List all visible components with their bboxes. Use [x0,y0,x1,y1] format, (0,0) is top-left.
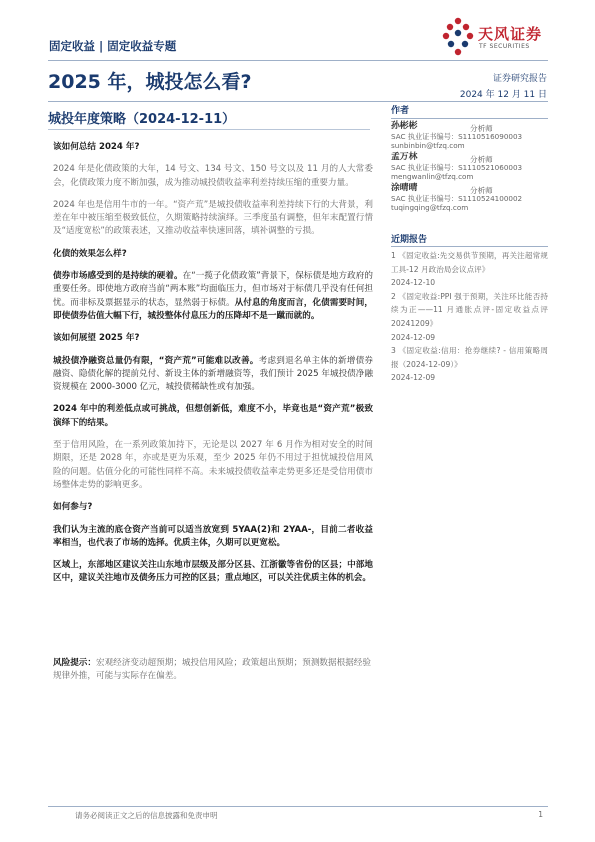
author-cert: SAC 执业证书编号：S1110516090003 [391,131,523,141]
recent-report-item[interactable] [391,344,548,385]
author-card [391,122,548,151]
recent-divider [391,246,548,247]
risk-warning [53,657,373,684]
section-question: 该如何总结 2024 年? [53,142,140,152]
header-divider [48,60,548,61]
recent-report-item[interactable] [391,290,548,344]
paragraph: 区域上，东部地区建议关注山东地市层级及部分区县、江浙徽等省份的区县；中部地区中，建议关注地市及债务压力可控的区县；重点地区，可以关注优质主体的机会。 [53,560,373,584]
logo-mark-icon [440,15,476,59]
page-number: 1 [538,810,543,819]
author-role: 分析师 [470,155,493,164]
author-email[interactable]: mengwanlin@tfzq.com [391,172,474,182]
section-question: 如何参与? [53,502,93,513]
brand-name-en: TF SECURITIES [479,43,530,50]
footer-divider [48,806,548,807]
author-name: 孙彬彬 [391,121,418,131]
author-cert: SAC 执业证书编号：S1110521060003 [391,162,523,172]
paragraph: 2024 年是化债政策的大年，14 号文、134 号文、150 号文以及 11 月的人大常委会，化债政策力度不断加强，成为推动城投债收益率利差持续压缩的重要力量。 [53,164,373,188]
recent-reports-heading [391,232,548,245]
author-name: 涂晴晴 [391,183,418,193]
author-role: 分析师 [470,186,493,195]
author-card [391,184,548,213]
paragraph-text: 在“一揽子化债政策”背景下，保标债是地方政府的重要任务。即使地方政府当前“两本账”均面临压力，但市场对于标债几乎没有任何担忧。而非标及票据显示的状态，显然弱于标债。 [53,271,373,308]
report-date: 2024 年 12 月 11 日 [459,90,547,100]
authors-heading [391,103,548,116]
section-question: 化债的效果怎么样? [53,248,127,259]
paragraph: 2024 年中的利差低点或可挑战，但想创新低，难度不小，毕竟也是“资产荒”极致演绎下的结果。 [53,404,373,428]
author-email[interactable]: sunbinbin@tfzq.com [391,141,465,151]
report-category: 固定收益 | 固定收益专题 [49,39,177,53]
paragraph [53,355,373,395]
recent-report-title[interactable]: 1 《固定收益:先交易供节预期，再关注超常规工具-12 月政治局会议点评》 [391,251,548,274]
authors-heading-label: 作者 [391,106,410,116]
key-point: 债券市场感受到的是持续的硬着。 [53,271,183,282]
author-cert: SAC 执业证书编号：S1110524100002 [391,193,523,203]
recent-report-title[interactable]: 3 《固定收益:信用：抢券继续? - 信用策略周报（2024-12-09）》 [391,346,548,369]
subtitle-divider [48,129,370,130]
page-title: 2025 年，城投怎么看? [48,71,252,93]
author-card [391,153,548,182]
author-name: 孟万林 [391,152,418,162]
report-type: 证券研究报告 [492,74,547,84]
risk-text: 宏观经济变动超预期；城投信用风险；政策超出预期；预测数据根据经验规律外推，可能与实际存在偏差。 [53,658,371,682]
brand-name-cn: 天风证券 [478,25,543,43]
recent-report-title[interactable]: 2 《固定收益:PPI 强于预期，关注环比能否持续为正——11 月通胀点评-固定收益点评 20241209》 [391,291,548,328]
recent-reports-heading-label: 近期报告 [391,235,428,245]
authors-divider [391,118,548,119]
paragraph: 至于信用风险，在一系列政策加持下，无论是以 2027 年 6 月作为相对安全的时间期限，还是 2028 年，亦或是更为乐观，至少 2025 年仍不用过于担忧城投信用风险的问题。估值分化的可能性同样不高。未来城投债收益率走势更多还是受信用债市场整体走势的影响更多。 [53,440,373,490]
title-divider [48,101,548,102]
author-role: 分析师 [470,124,493,133]
paragraph-text: 考虑到退名单主体的新增债券融资、隐债化解的提前兑付、新设主体的新增融资等，我们预计 2025 年城投债净融资规模在 2000-3000 亿元，城投债稀缺性或有加强。 [53,355,373,393]
paragraph: 我们认为主流的底仓资产当前可以适当放宽到 5YAA(2)和 2YAA-，目前二者收益率相当，也代表了市场的选择。优质主体，久期可以更宽松。 [53,524,373,548]
main-content [53,141,373,595]
company-logo [440,15,560,59]
paragraph [53,270,373,323]
paragraph: 2024 年也是信用牛市的一年。“资产荒”是城投债收益率利差持续下行的大背景，利差在年中被压缩至极致低位，久期策略持续演绎。三季度虽有调整，但年末配置行情及“适度宽松”的政策表述，又推动收益率快速回落，填补调整的亏损。 [53,199,373,237]
recent-report-date: 2024-12-09 [391,373,436,383]
recent-report-date: 2024-12-10 [391,278,436,288]
recent-report-list [391,249,548,385]
recent-report-item[interactable] [391,249,548,290]
recent-report-date: 2024-12-09 [391,332,436,342]
footer-disclaimer: 请务必阅读正文之后的信息披露和免责申明 [75,811,218,820]
report-subtitle: 城投年度策略（2024-12-11） [48,112,236,127]
key-point: 从付息的角度而言，化债需要时间，即使债券估值大幅下行，城投整体付息压力的压降却不是一蹴而就的。 [53,297,373,321]
section-question: 该如何展望 2025 年? [53,333,140,344]
author-email[interactable]: tuqingqing@tfzq.com [391,203,469,213]
key-point: 城投债净融资总量仍有限，“资产荒”可能难以改善。 [53,355,259,366]
risk-label: 风险提示： [53,658,96,668]
